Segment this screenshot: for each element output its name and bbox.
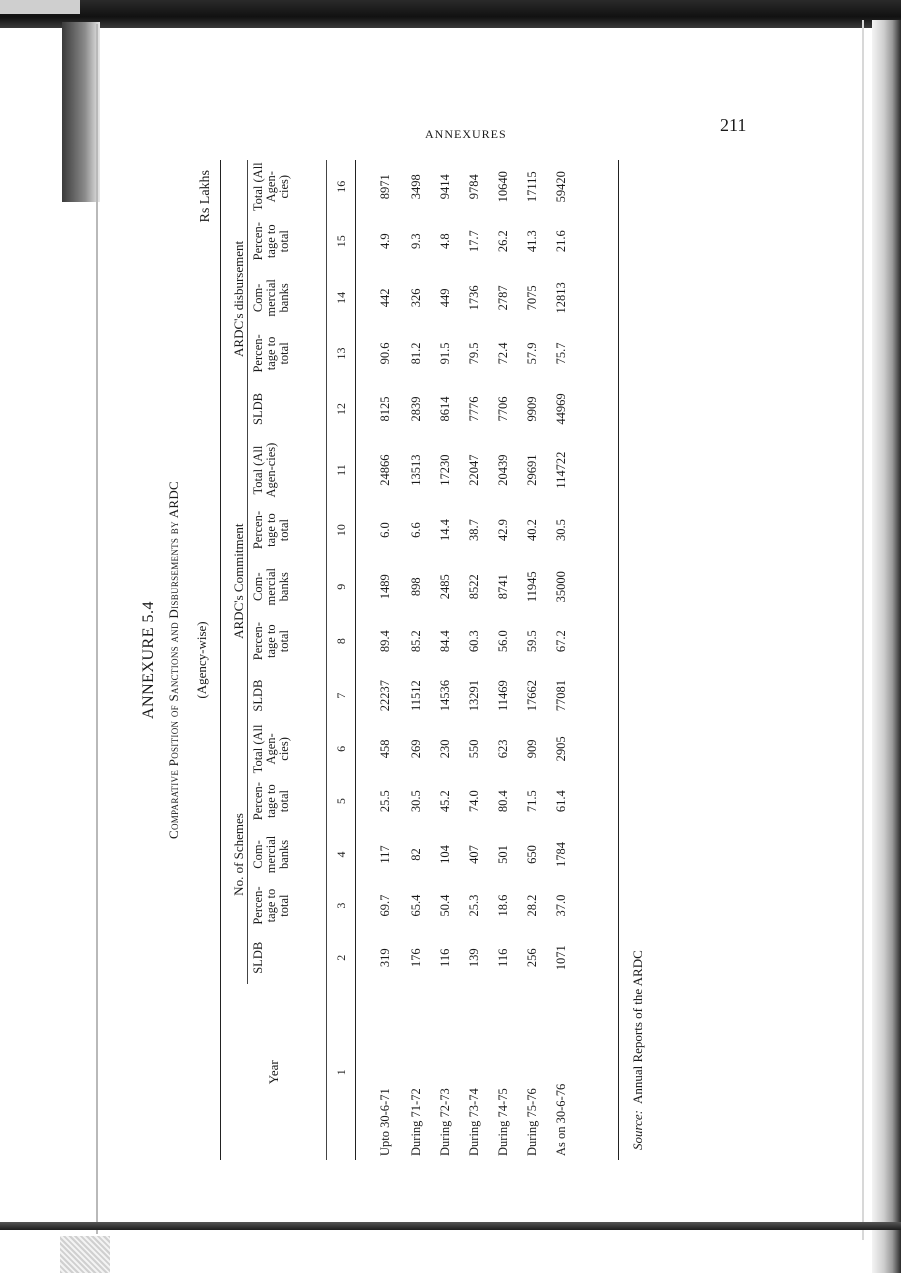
table-cell: 37.0 xyxy=(554,894,568,917)
sub-header-commercial: Com-mercial banks xyxy=(251,835,291,874)
table-cell: 59.5 xyxy=(525,630,539,653)
source-note xyxy=(630,950,646,1150)
table-cell: 8971 xyxy=(377,174,392,200)
table-cell: 82 xyxy=(409,848,423,861)
table-cell: 650 xyxy=(525,845,539,864)
sub-header-sldb: SLDB xyxy=(251,941,265,974)
sub-header-total: Total (All Agen-cies) xyxy=(251,724,291,774)
table-cell: 30.5 xyxy=(554,519,568,542)
table-cell: 8741 xyxy=(496,574,510,600)
table-cell: 17230 xyxy=(438,454,452,486)
table-cell: 85.2 xyxy=(409,630,423,653)
column-number: 12 xyxy=(327,380,356,438)
column-number: 2 xyxy=(327,931,356,984)
table-cell: 116 xyxy=(496,948,510,967)
table-cell: 74.0 xyxy=(467,790,481,813)
sub-header-pct: Percen-tage to total xyxy=(251,886,291,925)
row-year-label: During 72-73 xyxy=(438,1088,452,1156)
column-number: 5 xyxy=(327,773,356,829)
table-cell: 9414 xyxy=(438,174,452,200)
sub-header-total: Total (All Agen-cies) xyxy=(251,442,278,498)
table-cell: 40.2 xyxy=(525,519,539,542)
table-row xyxy=(402,160,431,1160)
table-cell: 4.9 xyxy=(377,233,392,250)
table-row xyxy=(547,160,576,1160)
table-cell: 1489 xyxy=(377,574,392,600)
table-cell: 75.7 xyxy=(554,342,568,365)
table-cell: 114722 xyxy=(554,451,568,489)
table-cell: 550 xyxy=(467,739,481,759)
table-cell: 69.7 xyxy=(377,894,392,917)
column-number-row xyxy=(327,160,356,1160)
column-number: 9 xyxy=(327,558,356,616)
row-year-label: During 73-74 xyxy=(467,1088,481,1156)
sub-header-sldb: SLDB xyxy=(251,393,265,425)
table-cell: 9909 xyxy=(525,396,539,422)
table-cell: 67.2 xyxy=(554,630,568,653)
scan-top-left-margin xyxy=(0,0,80,14)
table-cell: 18.6 xyxy=(496,894,510,917)
table-cell: 38.7 xyxy=(467,519,481,542)
column-number: 15 xyxy=(327,213,356,269)
table-cell: 13513 xyxy=(409,454,423,486)
annexure-title: ANNEXURE 5.4 xyxy=(140,601,157,719)
table-cell: 6.0 xyxy=(377,522,392,538)
table-cell: 1784 xyxy=(554,841,568,867)
table-cell: 326 xyxy=(409,288,423,308)
table-basis: (Agency-wise) xyxy=(194,621,209,699)
row-year-label: As on 30-6-76 xyxy=(554,1083,568,1156)
table-cell: 91.5 xyxy=(438,342,452,365)
table-body xyxy=(356,160,577,1160)
sub-header-commercial: Com-mercial banks xyxy=(251,567,291,606)
sub-header-total: Total (All Agen-cies) xyxy=(251,162,291,212)
sub-header-pct: Percen-tage to total xyxy=(251,510,291,550)
table-cell: 2485 xyxy=(438,574,452,600)
row-year-label: During 71-72 xyxy=(409,1088,423,1156)
table-cell: 72.4 xyxy=(496,342,510,365)
group-header-disbursement: ARDC's disbursement xyxy=(221,160,248,438)
table-cell: 139 xyxy=(467,948,481,968)
table-cell: 77081 xyxy=(554,679,568,712)
table-cell: 24866 xyxy=(377,454,392,486)
scan-bottom-left-artifact xyxy=(60,1236,110,1273)
table-cell: 57.9 xyxy=(525,342,539,365)
unit-label: Rs Lakhs xyxy=(198,170,213,223)
table-cell: 61.4 xyxy=(554,790,568,813)
scan-bottom-border xyxy=(0,1222,901,1230)
source-rule xyxy=(618,160,619,1160)
table-cell: 117 xyxy=(377,845,392,864)
rotated-table-panel xyxy=(100,160,690,1160)
table-cell: 17662 xyxy=(525,679,539,712)
table-cell: 8614 xyxy=(438,396,452,422)
source-label: Source: xyxy=(630,1110,645,1150)
table-cell: 11512 xyxy=(409,680,423,711)
table-cell: 104 xyxy=(438,845,452,864)
table-cell: 4.8 xyxy=(438,233,452,250)
table-cell: 59420 xyxy=(554,171,568,203)
table-cell: 909 xyxy=(525,739,539,759)
table-cell: 90.6 xyxy=(377,342,392,365)
year-header: Year xyxy=(265,1060,281,1085)
row-year-label: During 75-76 xyxy=(525,1088,539,1156)
scan-right-border xyxy=(872,20,901,1273)
table-cell: 501 xyxy=(496,845,510,864)
table-cell: 1736 xyxy=(467,285,481,311)
column-number: 10 xyxy=(327,502,356,558)
table-cell: 56.0 xyxy=(496,630,510,653)
scan-binding-shadow xyxy=(62,22,100,202)
column-number: 8 xyxy=(327,616,356,667)
table-cell: 11945 xyxy=(525,571,539,603)
table-cell: 8125 xyxy=(377,396,392,422)
table-cell: 458 xyxy=(377,739,392,759)
page-left-edge xyxy=(96,24,98,1234)
table-cell: 256 xyxy=(525,948,539,968)
table-cell: 25.5 xyxy=(377,790,392,813)
table-row xyxy=(489,160,518,1160)
table-cell: 6.6 xyxy=(409,522,423,538)
table-cell: 623 xyxy=(496,739,510,759)
row-year-label: During 74-75 xyxy=(496,1088,510,1156)
table-cell: 30.5 xyxy=(409,790,423,813)
table-cell: 80.4 xyxy=(496,790,510,813)
table-cell: 3498 xyxy=(409,174,423,200)
table-cell: 1071 xyxy=(554,945,568,971)
table-cell: 35000 xyxy=(554,571,568,603)
table-cell: 41.3 xyxy=(525,230,539,253)
sub-header-pct: Percen-tage to total xyxy=(251,222,291,261)
table-cell: 89.4 xyxy=(377,630,392,653)
table-cell: 407 xyxy=(467,845,481,864)
table-cell: 17115 xyxy=(525,171,539,203)
table-cell: 2787 xyxy=(496,285,510,311)
table-cell: 12813 xyxy=(554,282,568,314)
table-cell: 26.2 xyxy=(496,230,510,253)
column-number: 1 xyxy=(327,984,356,1160)
table-cell: 45.2 xyxy=(438,790,452,813)
page-right-edge xyxy=(862,20,864,1240)
sub-header-pct: Percen-tage to total xyxy=(251,782,291,821)
source-text: Annual Reports of the ARDC xyxy=(630,950,645,1105)
table-cell: 11469 xyxy=(496,680,510,711)
table-cell: 60.3 xyxy=(467,630,481,653)
running-head: ANNEXURES xyxy=(425,127,507,141)
table-cell: 116 xyxy=(438,948,452,967)
table-cell: 14.4 xyxy=(438,519,452,542)
table-cell: 13291 xyxy=(467,679,481,712)
table-cell: 25.3 xyxy=(467,894,481,917)
page-number: 211 xyxy=(720,115,747,135)
table-row xyxy=(460,160,489,1160)
table-title: Comparative Position of Sanctions and Disbursements by ARDC xyxy=(166,480,181,840)
sub-header-pct: Percen-tage to total xyxy=(251,334,291,373)
sub-header-commercial: Com-mercial banks xyxy=(251,279,291,317)
table-cell: 10640 xyxy=(496,171,510,203)
sub-header-sldb: SLDB xyxy=(251,679,265,712)
table-cell: 9784 xyxy=(467,174,481,200)
table-cell: 230 xyxy=(438,739,452,759)
table-cell: 176 xyxy=(409,948,423,968)
table-cell: 9.3 xyxy=(409,233,423,250)
column-number: 16 xyxy=(327,160,356,213)
table-cell: 29691 xyxy=(525,454,539,486)
table-cell: 319 xyxy=(377,948,392,968)
column-number: 7 xyxy=(327,667,356,725)
table-cell: 44969 xyxy=(554,393,568,425)
table-cell: 7075 xyxy=(525,285,539,311)
table-cell: 71.5 xyxy=(525,790,539,813)
table-cell: 17.7 xyxy=(467,230,481,253)
table-cell: 28.2 xyxy=(525,894,539,917)
table-cell: 22047 xyxy=(467,454,481,486)
table-cell: 14536 xyxy=(438,679,452,712)
column-number: 3 xyxy=(327,880,356,931)
table-cell: 79.5 xyxy=(467,342,481,365)
row-year-label: Upto 30-6-71 xyxy=(377,1088,392,1156)
table-cell: 50.4 xyxy=(438,894,452,917)
column-number: 13 xyxy=(327,327,356,380)
table-cell: 7706 xyxy=(496,396,510,422)
group-header-commitment: ARDC's Commitment xyxy=(221,438,248,725)
table-cell: 21.6 xyxy=(554,230,568,253)
sub-header-pct: Percen-tage to total xyxy=(251,622,291,661)
column-number: 14 xyxy=(327,269,356,327)
table-row xyxy=(431,160,460,1160)
column-number: 6 xyxy=(327,724,356,773)
table-cell: 898 xyxy=(409,577,423,597)
table-cell: 81.2 xyxy=(409,342,423,365)
column-number: 4 xyxy=(327,829,356,880)
data-table xyxy=(220,160,576,1160)
table-cell: 2905 xyxy=(554,736,568,762)
table-cell: 65.4 xyxy=(409,894,423,917)
scan-top-border xyxy=(0,0,901,28)
table-row xyxy=(518,160,547,1160)
table-cell: 269 xyxy=(409,739,423,759)
table-cell: 449 xyxy=(438,288,452,308)
table-cell: 442 xyxy=(377,288,392,308)
table-cell: 20439 xyxy=(496,454,510,486)
group-header-schemes: No. of Schemes xyxy=(221,724,248,984)
table-cell: 84.4 xyxy=(438,630,452,653)
table-cell: 2839 xyxy=(409,396,423,422)
table-row xyxy=(356,160,403,1160)
table-cell: 7776 xyxy=(467,396,481,422)
table-cell: 42.9 xyxy=(496,519,510,542)
table-cell: 22237 xyxy=(377,679,392,712)
column-number: 11 xyxy=(327,438,356,502)
table-cell: 8522 xyxy=(467,574,481,600)
